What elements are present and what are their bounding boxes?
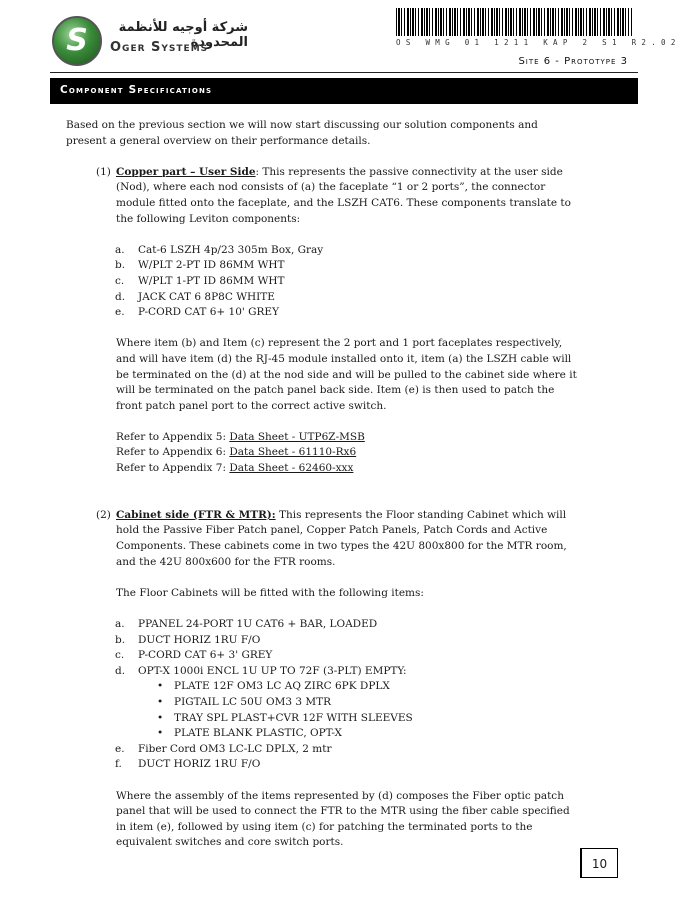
cabinet-component-list <box>66 617 578 679</box>
site-label: Site 6 - Prototype 3 <box>518 56 628 67</box>
page-number: 10 <box>582 848 618 878</box>
barcode-text: OS WMG 01 1211 KAP 2 S1 R2.02 <box>396 38 681 47</box>
bullet-item: • TRAY SPL PLAST+CVR 12F WITH SLEEVES <box>66 711 578 727</box>
enclosure-bullet-list <box>66 679 578 741</box>
company-logo <box>52 16 252 68</box>
bullet-item: • PIGTAIL LC 50U OM3 3 MTR <box>66 695 578 711</box>
cabinet-explanation: Where the assembly of the items represented by (d) composes the Fiber optic patch panel that will be used to connect the FTR to the MTR using the fiber cable specified in item (e), followed by using item (c) for patching the terminated ports to the equivalent switches and core switch ports. <box>116 789 570 849</box>
copper-component-list <box>66 243 578 321</box>
bullet-item: • PLATE 12F OM3 LC AQ ZIRC 6PK DPLX <box>66 679 578 695</box>
list-item: b. DUCT HORIZ 1RU F/O <box>115 633 261 646</box>
list-item: a. Cat-6 LSZH 4p/23 305m Box, Gray <box>115 243 324 256</box>
bullet-item: • PLATE BLANK PLASTIC, OPT-X <box>66 726 578 742</box>
item-text: This represents the Floor standing Cabinet which will hold the Passive Fiber Patch panel, Copper Patch Panels, Patch Cords and Active Components. These cabinets come in two types the 42U 800x800 for the MTR room, and the 42U 800x600 for the FTR rooms. <box>116 508 567 568</box>
appendix-references: Refer to Appendix 5: Data Sheet - UTP6Z-MSB Refer to Appendix 6: Data Sheet - 61110-Rx6 Refer to Appendix 7: Data Sheet - 62460-xxx <box>116 430 365 475</box>
item-number: (2) <box>96 508 111 521</box>
logo-english-text: Oger Systems <box>110 40 209 55</box>
list-item: e. P-CORD CAT 6+ 10' GREY <box>115 306 280 319</box>
list-item: e. Fiber Cord OM3 LC-LC DPLX, 2 mtr <box>115 742 332 755</box>
appendix-link[interactable]: Data Sheet - 61110-Rx6 <box>229 446 357 459</box>
list-item: d. JACK CAT 6 8P8C WHITE <box>115 290 275 303</box>
list-item: c. W/PLT 1-PT ID 86MM WHT <box>115 274 285 287</box>
item-copper-part <box>66 165 578 227</box>
cabinet-items-intro: The Floor Cabinets will be fitted with the following items: <box>116 586 424 599</box>
list-item: a. PPANEL 24-PORT 1U CAT6 + BAR, LOADED <box>115 618 378 630</box>
section-title: Component Specifications <box>60 84 213 96</box>
appendix-link[interactable]: Data Sheet - UTP6Z-MSB <box>229 430 365 443</box>
header-rule <box>50 72 638 73</box>
intro-paragraph: Based on the previous section we will now start discussing our solution components and present a general overview on their performance details. <box>66 119 538 147</box>
cabinet-component-list-cont <box>66 742 578 773</box>
list-item: f. DUCT HORIZ 1RU F/O <box>115 758 261 771</box>
logo-mark-icon: S <box>52 16 102 66</box>
list-item: b. W/PLT 2-PT ID 86MM WHT <box>115 259 285 272</box>
document-body <box>66 118 578 851</box>
appendix-link[interactable]: Data Sheet - 62460-xxx <box>229 462 354 475</box>
item-title: Cabinet side (FTR & MTR): <box>116 508 276 521</box>
logo-arabic-text: شركة أوجيه للأنظمة المحدودة <box>118 20 248 50</box>
item-text: : This represents the passive connectivity at the user side (Nod), where each nod consists of (a) the faceplate “1 or 2 ports”, the connector module fitted onto the faceplate, and the LSZH CAT6. These components translate to the following Leviton components: <box>116 165 571 225</box>
section-band <box>50 78 638 104</box>
barcode-icon <box>396 8 632 36</box>
list-item: c. P-CORD CAT 6+ 3' GREY <box>115 649 273 662</box>
item-cabinet-side <box>66 508 578 570</box>
item-title: Copper part – User Side <box>116 165 256 178</box>
copper-explanation: Where item (b) and Item (c) represent the 2 port and 1 port faceplates respectively, and will have item (d) the RJ-45 module installed onto it, item (a) the LSZH cable will be terminated on the (d) at the nod side and will be pulled to the cabinet side where it will be terminated on the patch panel back side. Item (e) is then used to patch the front patch panel port to the correct active switch. <box>116 337 577 412</box>
list-item: d. OPT-X 1000i ENCL 1U UP TO 72F (3-PLT) EMPTY: <box>115 664 407 677</box>
item-number: (1) <box>96 165 111 178</box>
